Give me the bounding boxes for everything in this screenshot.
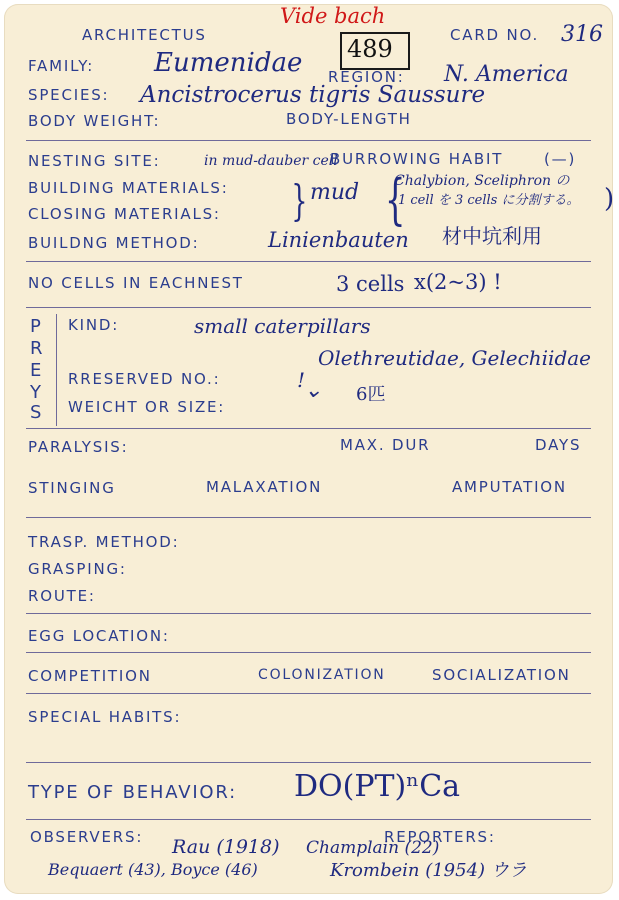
materials-value: mud — [310, 180, 360, 205]
observer-rau: Rau (1918) — [172, 836, 280, 858]
socialization-label: SOCIALIZATION — [432, 666, 571, 684]
family-label: FAMILY: — [28, 57, 95, 75]
type-behavior-value: DO(PT)ⁿCa — [294, 769, 461, 804]
materials-note-1: Chalybion, Sceliphron の — [394, 173, 570, 189]
divider-10 — [26, 819, 591, 820]
building-method-value: Linienbauten — [268, 228, 409, 252]
competition-label: COMPETITION — [28, 667, 152, 685]
divider-4 — [26, 428, 591, 429]
prey-letter-s: S — [30, 402, 44, 423]
divider-8 — [26, 693, 591, 694]
region-value: N. America — [444, 62, 569, 87]
preserved-label: RRESERVED NO.: — [68, 370, 221, 388]
divider-5 — [26, 517, 591, 518]
divider-6 — [26, 613, 591, 614]
observers-label: OBSERVERS: — [30, 828, 144, 846]
body-length-label: BODY-LENGTH — [286, 110, 412, 128]
kind-value: small caterpillars — [194, 314, 371, 338]
cells-note: x(2~3) ! — [414, 270, 502, 294]
weight-label: WEICHT OR SIZE: — [68, 398, 226, 416]
card-no-label: CARD NO. — [450, 26, 540, 44]
divider-3 — [26, 307, 591, 308]
box-number: 489 — [347, 35, 393, 63]
days-label: DAYS — [535, 436, 582, 454]
prey-letter-y: Y — [30, 382, 43, 403]
card-title: ARCHITECTUS — [82, 26, 207, 44]
amputation-label: AMPUTATION — [452, 478, 567, 496]
index-card — [4, 4, 613, 894]
materials-note-2: 1 cell を 3 cells に分割する。 — [398, 193, 580, 208]
cells-label: NO CELLS IN EACHNEST — [28, 274, 244, 292]
building-method-label: BUILDNG METHOD: — [28, 234, 200, 252]
prey-letter-r: R — [30, 338, 45, 359]
stinging-label: STINGING — [28, 479, 116, 497]
observer-bequaert-boyce: Bequaert (43), Boyce (46) — [48, 860, 258, 879]
prey-count: 6匹 — [356, 384, 386, 405]
prey-letter-e: E — [30, 360, 44, 381]
card-no-value: 316 — [561, 22, 603, 47]
reporters-label: REPORTERS: — [384, 828, 496, 846]
brace-right: { — [384, 168, 406, 231]
grasping-label: GRASPING: — [28, 560, 127, 578]
special-habits-label: SPECIAL HABITS: — [28, 708, 182, 726]
observer-krombein: Krombein (1954) ウラ — [330, 860, 527, 881]
prey-divider — [56, 314, 57, 426]
species-label: SPECIES: — [28, 86, 110, 104]
colonization-label: COLONIZATION — [258, 667, 386, 683]
nesting-site-label: NESTING SITE: — [28, 152, 161, 170]
type-behavior-label: TYPE OF BEHAVIOR: — [28, 782, 238, 803]
prey-arrow: ⌄ — [304, 378, 323, 403]
closing-materials-label: CLOSING MATERIALS: — [28, 205, 221, 223]
divider-9 — [26, 762, 591, 763]
building-materials-label: BUILDING MATERIALS: — [28, 179, 229, 197]
brace-close: ) — [604, 184, 615, 214]
building-method-note: 材中坑利用 — [442, 224, 542, 248]
vide-note: Vide bach — [280, 4, 386, 28]
burrowing-label: BURROWING HABIT — [330, 150, 504, 168]
route-label: ROUTE: — [28, 587, 96, 605]
egg-location-label: EGG LOCATION: — [28, 627, 170, 645]
paralysis-label: PARALYSIS: — [28, 438, 129, 456]
burrowing-value: (—) — [544, 150, 577, 168]
kind-label: KIND: — [68, 316, 120, 334]
max-dur-label: MAX. DUR — [340, 436, 431, 454]
family-value: Eumenidae — [154, 48, 303, 78]
cells-value: 3 cells — [336, 272, 405, 296]
region-label: REGION: — [328, 68, 405, 86]
observer-champlain: Champlain (22) — [306, 838, 440, 858]
malaxation-label: MALAXATION — [206, 478, 323, 496]
divider-1 — [26, 140, 591, 141]
brace-left: } — [291, 176, 308, 225]
trasp-label: TRASP. METHOD: — [28, 533, 180, 551]
prey-letter-p: P — [30, 316, 43, 337]
divider-7 — [26, 652, 591, 653]
nesting-site-value: in mud-dauber cell — [204, 153, 338, 169]
prey-excl: ! — [297, 368, 306, 392]
species-value: Ancistrocerus tigris Saussure — [140, 82, 486, 108]
divider-2 — [26, 261, 591, 262]
prey-families: Olethreutidae, Gelechiidae — [318, 346, 592, 370]
body-weight-label: BODY WEIGHT: — [28, 112, 161, 130]
